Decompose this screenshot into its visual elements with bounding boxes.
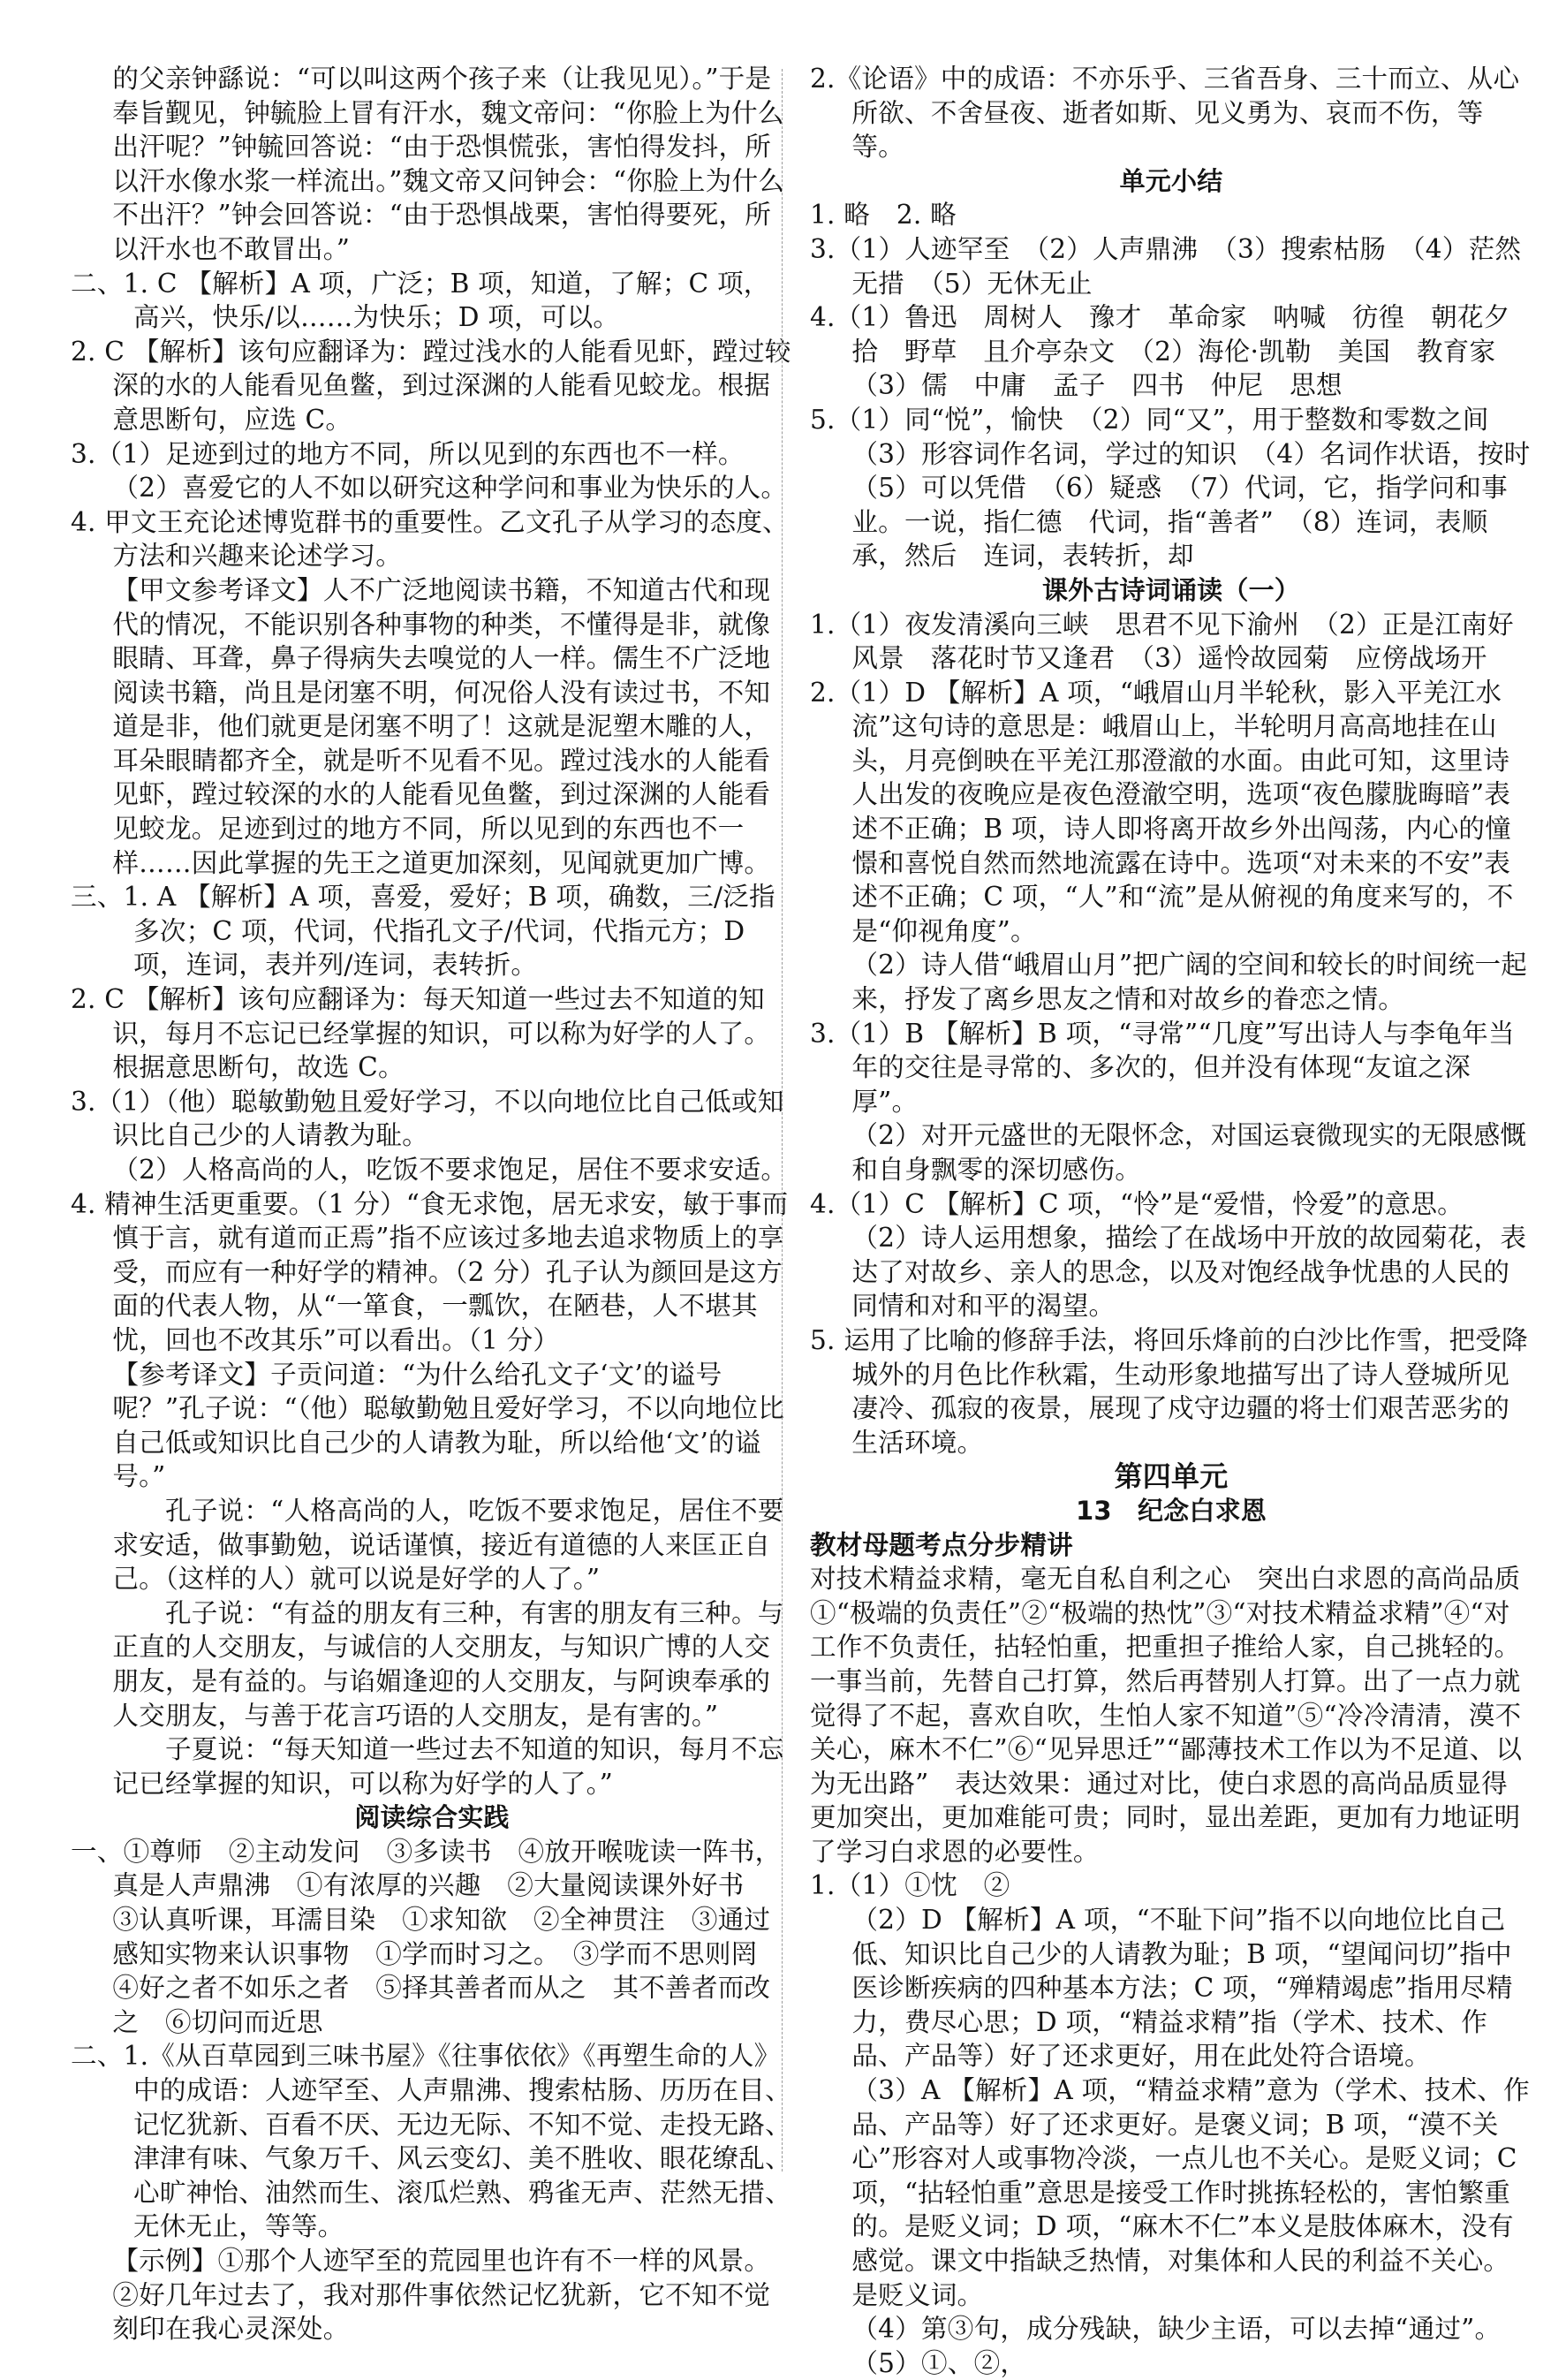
column-divider: [782, 69, 783, 2172]
left-paragraph-8: 2. C 【解析】该句应翻译为：每天知道一些过去不知道的知识，每月不忘记已经掌握的知识，可以称为好学的人了。根据意思断句，故选 C。: [71, 984, 771, 1083]
right-paragraph-5: 5.（1）同“悦”，愉快 （2）同“又”，用于整数和零数之间 （3）形容词作名词，学过的知识 （4）名词作状语，按时 （5）可以凭借 （6）疑惑 （7）代词，它，指学问和事业。一说，指仁德 代词，指“善者” （8）连词，表顺承，然后 连词，表转折，却: [810, 404, 1557, 572]
right-paragraph-10: 3.（1）B 【解析】B 项，“寻常”“几度”写出诗人与李龟年当年的交往是寻常的、多次的，但并没有体现“友谊之深厚”。: [810, 1018, 1515, 1117]
right-paragraph-17: 教材母题考点分步精讲: [810, 1529, 1073, 1560]
left-paragraph-15: 子夏说：“每天知道一些过去不知道的知识，每月不忘记已经掌握的知识，可以称为好学的人了。”: [112, 1734, 784, 1799]
left-paragraph-18: 二、1.《从百草园到三味书屋》《往事依依》《再塑生命的人》中的成语：人迹罕至、人声鼎沸、搜索枯肠、历历在目、记忆犹新、百看不厌、无边无际、不知不觉、走投无路、津津有味、气象万千、风云变幻、美不胜收、眼花缭乱、心旷神怡、油然而生、滚瓜烂熟、鸦雀无声、茫然无措、无休无止，等等。: [71, 2041, 791, 2242]
right-paragraph-7: 1.（1）夜发清溪向三峡 思君不见下渝州 （2）正是江南好风景 落花时节又逢君 （3）遥怜故园菊 应傍战场开: [810, 609, 1514, 674]
right-paragraph-20: （2）D 【解析】A 项，“不耻下问”指不以向地位比自己低、知识比自己少的人请教为耻；B 项，“望闻问切”指中医诊断疾病的四种基本方法；C 项，“殚精竭虑”指用尽精力，费尽心思；D 项，“精益求精”指（学术、技术、作品、产品等）好了还求更好，用在此处符合语境。: [851, 1905, 1513, 2072]
right-paragraph-0: 2.《论语》中的成语：不亦乐乎、三省吾身、三十而立、从心所欲、不舍昼夜、逝者如斯、见义勇为、哀而不伤，等等。: [810, 64, 1520, 163]
left-column: [71, 62, 793, 2346]
left-paragraph-17: 一、①尊师 ②主动发问 ③多读书 ④放开喉咙读一阵书，真是人声鼎沸 ①有浓厚的兴趣 ②大量阅读课外好书 ③认真听课，耳濡目染 ①求知欲 ②全神贯注 ③通过感知实物来认识事物 ①学而时习之。 ③学而不思则罔 ④好之者不如乐之者 ⑤择其善者而从之 其不善者而改之 ⑥切问而近思: [71, 1836, 784, 2037]
left-paragraph-14: 孔子说：“有益的朋友有三种，有害的朋友有三种。与正直的人交朋友，与诚信的人交朋友，与知识广博的人交朋友，是有益的。与谄媚逢迎的人交朋友，与阿谀奉承的人交朋友，与善于花言巧语的人交朋友，是有害的。”: [112, 1597, 784, 1731]
right-paragraph-2: 1. 略 2. 略: [810, 200, 957, 231]
left-paragraph-11: 4. 精神生活更重要。（1 分）“食无求饱，居无求安，敏于事而慎于言，就有道而正焉”指不应该过多地去追求物质上的享受，而应有一种好学的精神。（2 分）孔子认为颜回是这方面的代表人物，从“一箪食，一瓢饮，在陋巷，人不堪其忧，回也不改其乐”可以看出。（1 分）: [71, 1188, 789, 1355]
left-paragraph-3: 3.（1）足迹到过的地方不同，所以见到的东西也不一样。: [71, 438, 745, 469]
left-paragraph-5: 4. 甲文王充论述博览群书的重要性。乙文孔子从学习的态度、方法和兴趣来论述学习。: [71, 506, 789, 572]
right-paragraph-15: 第四单元: [1114, 1459, 1229, 1494]
left-paragraph-20: ②好几年过去了，我对那件事依然记忆犹新，它不知不觉刻印在我心灵深处。: [112, 2279, 771, 2345]
right-paragraph-1: 单元小结: [1119, 165, 1223, 196]
left-paragraph-13: 孔子说：“人格高尚的人，吃饭不要求饱足，居住不要求安适，做事勤勉，说话谨慎，接近有道德的人来匡正自己。（这样的人）就可以说是好学的人了。”: [112, 1495, 784, 1595]
left-paragraph-10: （2）人格高尚的人，吃饭不要求饱足，居住不要求安适。: [112, 1155, 788, 1185]
right-paragraph-22: （4）第③句，成分残缺，缺少主语，可以去掉“通过”。: [851, 2314, 1502, 2345]
right-paragraph-6: 课外古诗词诵读（一）: [1041, 574, 1300, 605]
right-paragraph-11: （2）对开元盛世的无限怀念，对国运衰微现实的无限感慨和自身飘零的深切感伤。: [851, 1120, 1527, 1185]
left-paragraph-9: 3.（1）（他）聪敏勤勉且爱好学习，不以向地位比自己低或知识比自己少的人请教为耻。: [71, 1086, 784, 1151]
right-paragraph-4: 4.（1）鲁迅 周树人 豫才 革命家 呐喊 彷徨 朝花夕拾 野草 且介亭杂文 （2）海伦·凯勒 美国 教育家 （3）儒 中庸 孟子 四书 仲尼 思想: [810, 302, 1523, 401]
left-paragraph-0: 的父亲钟繇说：“可以叫这两个孩子来（让我见见）。”于是奉旨觐见，钟毓脸上冒有汗水，魏文帝问：“你脸上为什么出汗呢？”钟毓回答说：“由于恐惧慌张，害怕得发抖，所以汗水像水浆一样流出。”魏文帝又问钟会：“你脸上为什么不出汗？”钟会回答说：“由于恐惧战栗，害怕得要死，所以汗水也不敢冒出。”: [112, 64, 785, 264]
right-paragraph-3: 3.（1）人迹罕至 （2）人声鼎沸 （3）搜索枯肠 （4）茫然无措 （5）无休无止: [810, 233, 1522, 299]
right-paragraph-9: （2）诗人借“峨眉山月”把广阔的空间和较长的时间统一起来，抒发了离乡思友之情和对故乡的眷恋之情。: [851, 950, 1528, 1015]
left-paragraph-12: 【参考译文】子贡问道：“为什么给孔文子‘文’的谥号呢？”孔子说：“（他）聪敏勤勉且爱好学习，不以向地位比自己低或知识比自己少的人请教为耻，所以给他‘文’的谥号。”: [112, 1359, 785, 1492]
right-column: [810, 62, 1557, 2380]
right-paragraph-14: 5. 运用了比喻的修辞手法，将回乐烽前的白沙比作雪，把受降城外的月色比作秋霜，生动形象地描写出了诗人登城所见凄冷、孤寂的夜景，展现了戍守边疆的将士们艰苦恶劣的生活环境。: [810, 1324, 1528, 1458]
left-paragraph-1: 二、1. C 【解析】A 项，广泛；B 项，知道，了解；C 项，高兴，快乐/以……为快乐；D 项，可以。: [71, 268, 770, 333]
right-paragraph-23: （5）①、②，: [851, 2347, 1027, 2378]
left-paragraph-7: 三、1. A 【解析】A 项，喜爱，爱好；B 项，确数，三/泛指多次；C 项，代词，代指孔文子/代词，代指元方；D 项，连词，表并列/连词，表转折。: [71, 882, 775, 981]
left-paragraph-19: 【示例】①那个人迹罕至的荒园里也许有不一样的风景。: [112, 2246, 771, 2276]
right-paragraph-18: 对技术精益求精，毫无自私自利之心 突出白求恩的高尚品质 ①“极端的负责任”②“极端的热忱”③“对技术精益求精”④“对工作不负责任，拈轻怕重，把重担子推给人家，自己挑轻的。一事当前，先替自己打算，然后再替别人打算。出了一点力就觉得了不起，喜欢自吹，生怕人家不知道”⑤“冷冷清清，漠不关心，麻木不仁”⑥“见异思迁”“鄙薄技术工作以为不足道、以为无出路” 表达效果：通过对比，使白求恩的高尚品质显得更加突出，更加难能可贵；同时，显出差距，更加有力地证明了学习白求恩的必要性。: [810, 1564, 1547, 1867]
right-paragraph-21: （3）A 【解析】A 项，“精益求精”意为（学术、技术、作品、产品等）好了还求更好。是褒义词；B 项，“漠不关心”形容对人或事物冷淡，一点儿也不关心。是贬义词；C 项，“拈轻怕重”意思是接受工作时挑拣轻松的，害怕繁重的。是贬义词；D 项，“麻木不仁”本义是肢体麻木，没有感觉。课文中指缺乏热情，对集体和人民的利益不关心。是贬义词。: [851, 2075, 1530, 2310]
right-paragraph-19: 1.（1）①忱 ②: [810, 1870, 1010, 1901]
left-paragraph-2: 2. C 【解析】该句应翻译为：蹚过浅水的人能看见虾，蹚过较深的水的人能看见鱼鳖，到过深渊的人能看见蛟龙。根据意思断句，应选 C。: [71, 336, 791, 435]
right-paragraph-16: 13 纪念白求恩: [1076, 1495, 1267, 1526]
right-paragraph-12: 4.（1）C 【解析】C 项，“怜”是“爱惜，怜爱”的意思。: [810, 1188, 1464, 1219]
left-paragraph-16: 阅读综合实践: [354, 1802, 510, 1833]
right-paragraph-8: 2.（1）D 【解析】A 项，“峨眉山月半轮秋，影入平羌江水流”这句诗的意思是：峨眉山上，半轮明月高高地挂在山头，月亮倒映在平羌江那澄澈的水面。由此可知，这里诗人出发的夜晚应是夜色澄澈空明，选项“夜色朦胧晦暗”表述不正确；B 项，诗人即将离开故乡外出闯荡，内心的憧憬和喜悦自然而然地流露在诗中。选项“对未来的不安”表述不正确；C 项，“人”和“流”是从俯视的角度来写的，不是“仰视角度”。: [810, 677, 1514, 946]
left-paragraph-6: 【甲文参考译文】人不广泛地阅读书籍，不知道古代和现代的情况，不能识别各种事物的种类，不懂得是非，就像眼睛、耳聋，鼻子得病失去嗅觉的人一样。儒生不广泛地阅读书籍，尚且是闭塞不明，何况俗人没有读过书，不知道是非，他们就更是闭塞不明了！这就是泥塑木雕的人，耳朵眼睛都齐全，就是听不见看不见。蹚过浅水的人能看见虾，蹚过较深的水的人能看见鱼鳖，到过深渊的人能看见蛟龙。足迹到过的地方不同，所以见到的东西也不一样……因此掌握的先王之道更加深刻，见闻就更加广博。: [112, 574, 771, 878]
left-paragraph-4: （2）喜爱它的人不如以研究这种学问和事业为快乐的人。: [112, 473, 788, 504]
right-paragraph-13: （2）诗人运用想象，描绘了在战场中开放的故园菊花，表达了对故乡、亲人的思念，以及对饱经战争忧患的人民的同情和对和平的渴望。: [851, 1223, 1527, 1322]
